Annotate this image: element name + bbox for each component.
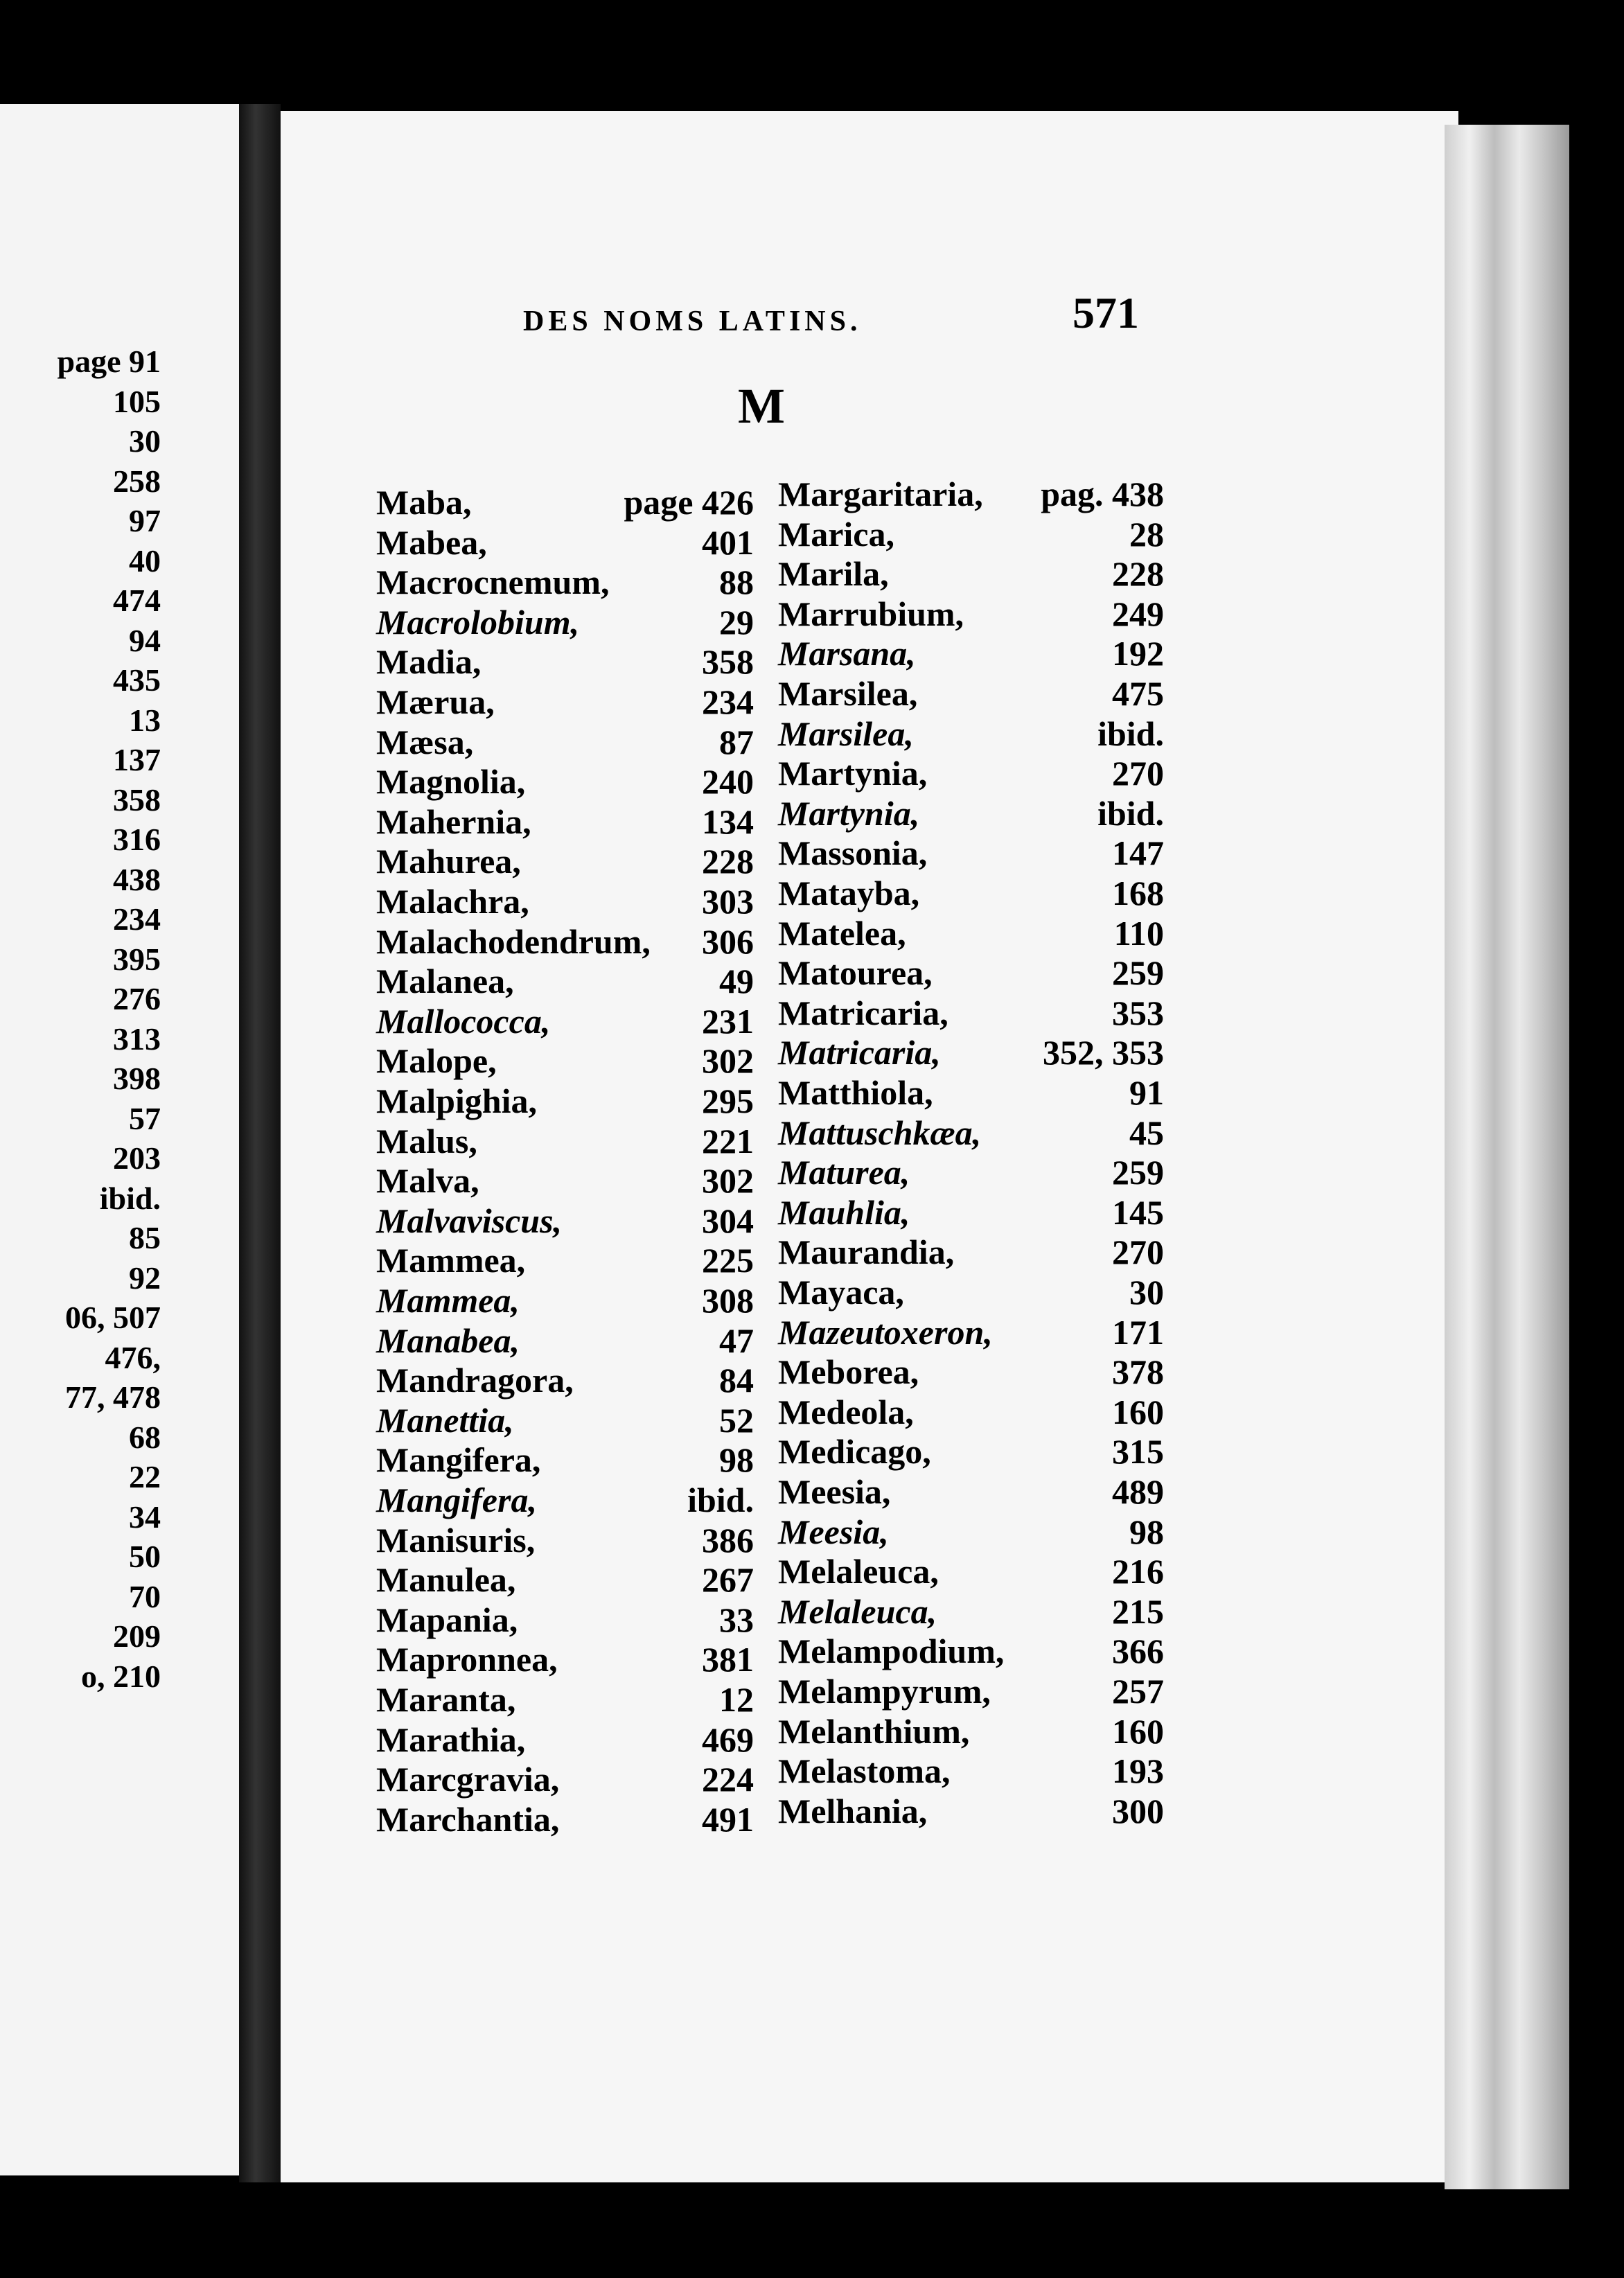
entry-page: 147 bbox=[1112, 833, 1164, 873]
entry-name: Malva, bbox=[376, 1161, 479, 1201]
entry-page: 401 bbox=[702, 522, 754, 562]
entry-page: 98 bbox=[719, 1440, 754, 1480]
left-page-number: 50 bbox=[129, 1539, 161, 1574]
index-entry bbox=[376, 1160, 754, 1199]
entry-page: 300 bbox=[1112, 1791, 1164, 1830]
running-header: DES NOMS LATINS. bbox=[523, 306, 862, 337]
entry-page: 315 bbox=[1112, 1432, 1164, 1472]
left-page-number: 398 bbox=[113, 1061, 161, 1096]
entry-name: Mandragora, bbox=[376, 1361, 574, 1400]
entry-name: Manulea, bbox=[376, 1560, 516, 1600]
entry-name: Melampodium, bbox=[778, 1632, 1005, 1671]
entry-name: Matourea, bbox=[778, 953, 933, 993]
entry-page: 475 bbox=[1112, 674, 1164, 713]
entry-name: Marcgravia, bbox=[376, 1760, 560, 1799]
entry-name: Madia, bbox=[376, 642, 482, 682]
entry-name: Mauhlia, bbox=[778, 1192, 910, 1232]
entry-name: Marrubium, bbox=[778, 594, 964, 633]
left-page-number: 34 bbox=[129, 1499, 161, 1535]
left-page-number: 105 bbox=[113, 383, 161, 419]
entry-name: Matricaria, bbox=[778, 1033, 941, 1072]
entry-name: Matelea, bbox=[778, 913, 906, 953]
index-entry bbox=[376, 1679, 754, 1718]
entry-name: Melanthium, bbox=[778, 1711, 970, 1751]
entry-name: Maba, bbox=[376, 483, 472, 522]
index-entry bbox=[376, 802, 754, 840]
entry-page: 306 bbox=[702, 921, 754, 961]
index-entry bbox=[376, 682, 754, 721]
index-entry bbox=[376, 1280, 754, 1319]
index-entry bbox=[778, 1352, 1164, 1390]
left-page-number: 313 bbox=[113, 1021, 161, 1057]
entry-page: 87 bbox=[719, 722, 754, 761]
entry-name: Mahurea, bbox=[376, 842, 521, 881]
left-page-number: 30 bbox=[129, 423, 161, 459]
left-page-number: 258 bbox=[113, 463, 161, 499]
index-entry bbox=[778, 594, 1164, 633]
index-entry bbox=[778, 554, 1164, 592]
left-page-number: 06, 507 bbox=[65, 1300, 161, 1335]
entry-name: Mærua, bbox=[376, 682, 495, 721]
left-page-number: 22 bbox=[129, 1459, 161, 1494]
entry-page: 47 bbox=[719, 1321, 754, 1360]
index-entry bbox=[778, 1551, 1164, 1590]
entry-name: Mallococca, bbox=[376, 1001, 551, 1041]
index-entry bbox=[376, 1001, 754, 1040]
entry-name: Mammea, bbox=[376, 1241, 526, 1280]
index-entry bbox=[778, 1232, 1164, 1271]
entry-page: 491 bbox=[702, 1799, 754, 1839]
index-entry bbox=[376, 1759, 754, 1798]
entry-name: Marsilea, bbox=[778, 674, 918, 713]
index-entry bbox=[778, 1152, 1164, 1191]
index-entry bbox=[778, 1591, 1164, 1630]
entry-page: 171 bbox=[1112, 1312, 1164, 1352]
entry-page: 192 bbox=[1112, 634, 1164, 673]
index-entry bbox=[376, 1321, 754, 1359]
index-entry bbox=[376, 1720, 754, 1758]
entry-name: Marica, bbox=[778, 514, 894, 554]
entry-page: 28 bbox=[1129, 514, 1164, 554]
entry-page: 91 bbox=[1129, 1073, 1164, 1112]
entry-page: 270 bbox=[1112, 754, 1164, 793]
entry-page: 257 bbox=[1112, 1672, 1164, 1711]
entry-name: Martynia, bbox=[778, 793, 920, 833]
entry-name: Massonia, bbox=[778, 833, 928, 873]
index-entry bbox=[376, 921, 754, 960]
left-page-number: 209 bbox=[113, 1618, 161, 1654]
entry-page: 353 bbox=[1112, 993, 1164, 1032]
entry-name: Mangifera, bbox=[376, 1481, 537, 1519]
index-entry bbox=[778, 1431, 1164, 1470]
entry-page: 381 bbox=[702, 1640, 754, 1679]
entry-name: Macrocnemum, bbox=[376, 563, 610, 602]
index-entry bbox=[376, 602, 754, 641]
entry-page: 308 bbox=[702, 1281, 754, 1320]
entry-name: Malanea, bbox=[376, 962, 514, 1001]
index-entry bbox=[778, 793, 1164, 832]
index-entry bbox=[376, 1081, 754, 1120]
index-entry bbox=[778, 913, 1164, 952]
entry-page: 304 bbox=[702, 1201, 754, 1240]
left-page-number: 40 bbox=[129, 542, 161, 579]
entry-name: Matthiola, bbox=[778, 1073, 933, 1112]
left-page-number: 97 bbox=[129, 503, 161, 538]
index-entry bbox=[778, 753, 1164, 792]
index-entry bbox=[376, 961, 754, 1000]
entry-name: Mangifera, bbox=[376, 1440, 541, 1480]
entry-name: Matayba, bbox=[778, 874, 920, 912]
entry-name: Mammea, bbox=[376, 1281, 520, 1320]
entry-page: 295 bbox=[702, 1081, 754, 1120]
entry-page: 378 bbox=[1112, 1352, 1164, 1392]
entry-page: 134 bbox=[702, 802, 754, 841]
index-entry bbox=[778, 1791, 1164, 1830]
index-entry bbox=[376, 1360, 754, 1399]
entry-name: Marchantia, bbox=[376, 1799, 560, 1839]
index-entry bbox=[376, 1400, 754, 1439]
index-entry bbox=[778, 1711, 1164, 1750]
entry-name: Martynia, bbox=[778, 754, 928, 793]
entry-page: 33 bbox=[719, 1600, 754, 1639]
index-entry bbox=[376, 722, 754, 761]
left-page-number: 435 bbox=[113, 662, 161, 698]
entry-page: 30 bbox=[1129, 1273, 1164, 1312]
entry-name: Mapronnea, bbox=[376, 1640, 558, 1679]
index-entry bbox=[778, 1272, 1164, 1311]
entry-page: page 426 bbox=[624, 483, 754, 522]
entry-page: 29 bbox=[719, 602, 754, 642]
entry-name: Meesia, bbox=[778, 1512, 889, 1551]
entry-name: Malpighia, bbox=[376, 1081, 537, 1120]
entry-name: Margaritaria, bbox=[778, 475, 983, 513]
index-entry bbox=[376, 522, 754, 561]
entry-page: 267 bbox=[702, 1560, 754, 1600]
entry-page: 215 bbox=[1112, 1591, 1164, 1631]
index-entry bbox=[376, 1440, 754, 1478]
left-page-number: 92 bbox=[129, 1260, 161, 1296]
entry-page: 469 bbox=[702, 1720, 754, 1759]
left-page-number: 474 bbox=[113, 583, 161, 618]
entry-page: 489 bbox=[1112, 1472, 1164, 1511]
entry-page: 45 bbox=[1129, 1113, 1164, 1152]
entry-page: 234 bbox=[702, 682, 754, 721]
entry-name: Malachra, bbox=[376, 882, 529, 921]
book-gutter bbox=[239, 104, 281, 2182]
left-page-number: 234 bbox=[113, 901, 161, 937]
entry-name: Melastoma, bbox=[778, 1751, 951, 1791]
entry-name: Melhania, bbox=[778, 1791, 928, 1830]
index-entry bbox=[778, 1512, 1164, 1551]
left-page-number: 316 bbox=[113, 822, 161, 857]
left-page-number: 137 bbox=[113, 742, 161, 777]
index-entry bbox=[778, 673, 1164, 712]
section-letter: M bbox=[738, 378, 785, 434]
entry-page: 160 bbox=[1112, 1711, 1164, 1751]
index-entry bbox=[376, 761, 754, 800]
page-edge bbox=[1445, 125, 1569, 2189]
entry-page: 240 bbox=[702, 762, 754, 802]
page-number: 571 bbox=[1073, 288, 1139, 337]
index-entry bbox=[376, 1600, 754, 1639]
entry-name: Malachodendrum, bbox=[376, 921, 651, 961]
entry-name: Meesia, bbox=[778, 1472, 891, 1511]
entry-page: 270 bbox=[1112, 1233, 1164, 1272]
index-entry bbox=[778, 993, 1164, 1032]
entry-name: Medicago, bbox=[778, 1432, 931, 1472]
left-page-number: 85 bbox=[129, 1220, 161, 1255]
index-entry bbox=[778, 1472, 1164, 1510]
index-entry bbox=[376, 1121, 754, 1160]
index-entry bbox=[376, 1520, 754, 1559]
index-entry bbox=[376, 642, 754, 680]
entry-page: pag. 438 bbox=[1041, 475, 1164, 513]
left-page-number: 13 bbox=[129, 702, 161, 738]
entry-name: Mæsa, bbox=[376, 722, 474, 761]
left-page-number: 276 bbox=[113, 981, 161, 1016]
entry-page: 386 bbox=[702, 1520, 754, 1560]
entry-name: Magnolia, bbox=[376, 762, 526, 802]
entry-page: 302 bbox=[702, 1041, 754, 1081]
entry-name: Manettia, bbox=[376, 1400, 514, 1440]
entry-page: 168 bbox=[1112, 874, 1164, 912]
left-page-number: 476, bbox=[105, 1339, 161, 1375]
entry-name: Marila, bbox=[778, 554, 889, 594]
entry-page: 216 bbox=[1112, 1552, 1164, 1591]
index-entry bbox=[778, 1631, 1164, 1670]
entry-page: 110 bbox=[1113, 913, 1164, 953]
entry-page: 302 bbox=[702, 1161, 754, 1201]
index-entry bbox=[778, 474, 1164, 513]
entry-page: 145 bbox=[1112, 1192, 1164, 1232]
entry-name: Marsana, bbox=[778, 634, 916, 673]
left-page-number: ibid. bbox=[99, 1180, 161, 1216]
entry-page: ibid. bbox=[687, 1481, 754, 1519]
index-entry bbox=[778, 1312, 1164, 1351]
entry-name: Malvaviscus, bbox=[376, 1201, 563, 1240]
left-page-number: 68 bbox=[129, 1419, 161, 1455]
entry-name: Marsilea, bbox=[778, 714, 914, 753]
entry-name: Mattuschkæa, bbox=[778, 1113, 982, 1152]
entry-page: 366 bbox=[1112, 1632, 1164, 1671]
entry-name: Maturea, bbox=[778, 1153, 910, 1192]
entry-page: 224 bbox=[702, 1760, 754, 1799]
entry-name: Matricaria, bbox=[778, 993, 948, 1032]
left-page-number: 203 bbox=[113, 1140, 161, 1176]
entry-page: 259 bbox=[1112, 1153, 1164, 1192]
entry-page: 221 bbox=[702, 1121, 754, 1160]
index-entry bbox=[778, 714, 1164, 752]
entry-page: 98 bbox=[1129, 1512, 1164, 1551]
entry-name: Mahernia, bbox=[376, 802, 531, 841]
entry-name: Malope, bbox=[376, 1041, 497, 1081]
entry-page: 231 bbox=[702, 1001, 754, 1041]
index-entry bbox=[778, 1032, 1164, 1071]
index-entry bbox=[778, 873, 1164, 912]
index-entry bbox=[376, 482, 754, 521]
index-entry bbox=[376, 841, 754, 880]
index-entry bbox=[778, 633, 1164, 672]
entry-page: 88 bbox=[719, 563, 754, 602]
entry-name: Melaleuca, bbox=[778, 1591, 937, 1631]
entry-name: Manabea, bbox=[376, 1321, 520, 1360]
entry-page: 249 bbox=[1112, 594, 1164, 633]
index-entry bbox=[778, 1751, 1164, 1790]
entry-name: Meborea, bbox=[778, 1352, 919, 1392]
index-entry bbox=[376, 1480, 754, 1519]
entry-name: Mazeutoxeron, bbox=[778, 1312, 993, 1352]
left-page-number: 94 bbox=[129, 622, 161, 658]
entry-page: 49 bbox=[719, 962, 754, 1001]
entry-page: 12 bbox=[719, 1680, 754, 1719]
entry-name: Mapania, bbox=[376, 1600, 518, 1639]
index-entry bbox=[778, 1392, 1164, 1431]
entry-name: Melaleuca, bbox=[778, 1552, 939, 1591]
left-page-number: 358 bbox=[113, 782, 161, 818]
left-page-number: 70 bbox=[129, 1578, 161, 1614]
index-entry bbox=[376, 1240, 754, 1279]
left-page-number: 77, 478 bbox=[65, 1379, 161, 1415]
entry-name: Mabea, bbox=[376, 522, 487, 562]
entry-name: Manisuris, bbox=[376, 1520, 536, 1560]
entry-page: 160 bbox=[1112, 1392, 1164, 1431]
entry-name: Maranta, bbox=[376, 1680, 516, 1719]
entry-page: 228 bbox=[1112, 554, 1164, 594]
entry-page: 358 bbox=[702, 642, 754, 682]
entry-page: 303 bbox=[702, 882, 754, 921]
index-entry bbox=[376, 881, 754, 920]
index-entry bbox=[376, 1560, 754, 1598]
index-entry bbox=[778, 514, 1164, 553]
entry-page: ibid. bbox=[1097, 714, 1164, 753]
index-entry bbox=[376, 1639, 754, 1678]
index-entry bbox=[376, 562, 754, 601]
index-entry bbox=[778, 1113, 1164, 1151]
left-page-number: 395 bbox=[113, 941, 161, 977]
entry-name: Macrolobium, bbox=[376, 602, 580, 642]
left-page-number: 438 bbox=[113, 861, 161, 897]
entry-page: 84 bbox=[719, 1361, 754, 1400]
entry-name: Maurandia, bbox=[778, 1233, 955, 1272]
entry-name: Malus, bbox=[376, 1121, 477, 1160]
index-entry bbox=[376, 1041, 754, 1079]
entry-page: 225 bbox=[702, 1241, 754, 1280]
index-entry bbox=[778, 953, 1164, 991]
entry-page: 52 bbox=[719, 1400, 754, 1440]
entry-page: 352, 353 bbox=[1043, 1033, 1164, 1072]
index-entry bbox=[778, 1072, 1164, 1111]
index-entry bbox=[376, 1201, 754, 1239]
entry-page: 259 bbox=[1112, 953, 1164, 993]
left-page-number: o, 210 bbox=[81, 1658, 161, 1694]
entry-name: Medeola, bbox=[778, 1392, 914, 1431]
left-page-number: 57 bbox=[129, 1100, 161, 1136]
entry-page: 228 bbox=[702, 842, 754, 881]
index-entry bbox=[778, 1192, 1164, 1231]
left-page-number: page 91 bbox=[57, 344, 161, 379]
entry-page: 193 bbox=[1112, 1751, 1164, 1791]
index-entry bbox=[376, 1799, 754, 1838]
entry-name: Mayaca, bbox=[778, 1273, 904, 1312]
index-entry bbox=[778, 833, 1164, 872]
entry-name: Melampyrum, bbox=[778, 1672, 991, 1711]
index-entry bbox=[778, 1671, 1164, 1710]
entry-name: Marathia, bbox=[376, 1720, 526, 1759]
entry-page: ibid. bbox=[1097, 793, 1164, 833]
